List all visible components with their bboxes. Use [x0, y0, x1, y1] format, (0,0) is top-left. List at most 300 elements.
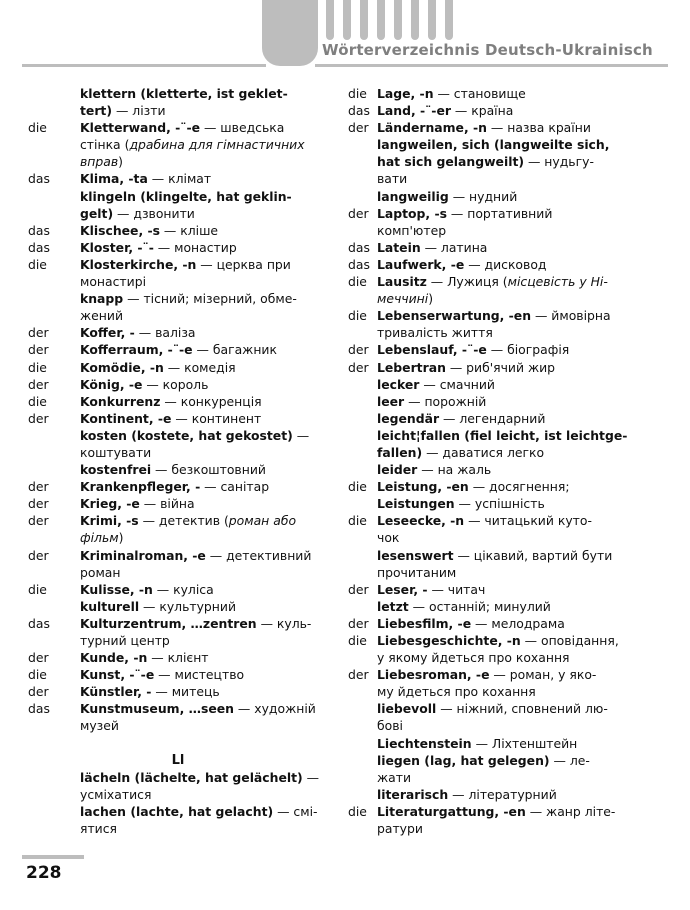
headword: Krieg, -e: [80, 496, 140, 512]
translation: — війна: [139, 496, 195, 512]
headword: Liebesgeschichte, -n: [377, 633, 521, 648]
entry-text: [80, 239, 237, 256]
entry-text: [80, 256, 291, 273]
header-stripe: [326, 0, 334, 40]
entry-text: [80, 529, 123, 546]
entry-text: [80, 119, 284, 136]
dictionary-line: [348, 581, 678, 598]
article: der: [28, 325, 49, 341]
headword: Leistungen: [377, 496, 455, 512]
footer-rule: [22, 855, 84, 859]
entry-text: [80, 341, 277, 358]
entry-text: [80, 803, 318, 820]
dictionary-line: [348, 752, 678, 769]
entry-text: [80, 683, 220, 700]
headword: leicht¦fallen (fiel leicht, ist leichtge-: [377, 427, 628, 443]
entry-text: [377, 239, 487, 256]
entry-text: [80, 136, 305, 153]
dictionary-line: [348, 239, 678, 256]
entry-text: [80, 307, 123, 324]
entry-text: [80, 393, 262, 410]
entry-text: [377, 85, 526, 102]
dictionary-line: [28, 170, 328, 187]
entry-text: [80, 205, 195, 222]
dictionary-column-right: [348, 85, 678, 837]
translation: — успішність: [454, 496, 545, 512]
entry-text: [377, 564, 456, 581]
translation: — художній: [233, 701, 316, 717]
entry-text: [377, 598, 551, 615]
note-italic: місцевість у Ні-: [507, 274, 608, 290]
entry-text: [377, 683, 536, 700]
dictionary-line: [28, 393, 328, 410]
headword: Lage, -n: [377, 86, 434, 101]
dictionary-line: [348, 85, 678, 102]
header-stripe: [360, 0, 368, 40]
dictionary-line: [28, 461, 328, 478]
dictionary-line: [28, 410, 328, 427]
entry-text: [80, 581, 214, 598]
translation: — портативний: [446, 205, 553, 221]
translation: — ніжний, сповнений лю-: [436, 701, 608, 717]
translation: — порожній: [404, 393, 487, 409]
translation: — риб'ячий жир: [445, 359, 556, 375]
dictionary-line: [348, 393, 678, 410]
entry-text: [80, 324, 196, 341]
entry-text: [377, 735, 577, 752]
article: die: [28, 359, 47, 375]
headword: Künstler, -: [80, 684, 152, 700]
translation: — дисковод: [464, 256, 547, 272]
translation: — кліше: [159, 222, 219, 238]
dictionary-column-left: [28, 85, 328, 837]
headword: Krimi, -s: [80, 513, 139, 529]
headword: Kontinent, -e: [80, 410, 172, 426]
translation: — клієнт: [147, 650, 209, 666]
entry-text: [377, 290, 433, 307]
dictionary-line: [348, 427, 678, 444]
dictionary-line: [348, 529, 678, 546]
entry-text: [80, 273, 146, 290]
translation: ратури: [377, 821, 423, 837]
dictionary-line: [28, 376, 328, 393]
translation: — церква при: [196, 256, 291, 272]
headword: Lebertran: [377, 359, 446, 375]
header-tab: [262, 0, 318, 66]
entry-text: [377, 495, 545, 512]
translation: — Ліхтенштейн: [471, 735, 578, 751]
headword: tert): [80, 103, 113, 119]
translation: —: [292, 427, 310, 443]
headword: Liebesfilm, -e: [377, 615, 472, 631]
dictionary-line: [28, 683, 328, 700]
headword: Kunde, -n: [80, 650, 148, 666]
article: der: [348, 359, 369, 375]
dictionary-line: [348, 170, 678, 187]
headword: lächeln (lächelte, hat gelächelt): [80, 769, 303, 785]
dictionary-line: [348, 700, 678, 717]
dictionary-line: [28, 359, 328, 376]
dictionary-line: [348, 632, 678, 649]
dictionary-line: [28, 615, 328, 632]
dictionary-line: [28, 649, 328, 666]
translation: жений: [80, 308, 123, 324]
article: die: [348, 86, 367, 101]
translation: му йдеться про кохання: [377, 684, 536, 700]
dictionary-line: [348, 547, 678, 564]
dictionary-line: [348, 478, 678, 495]
headword: Ländername, -n: [377, 120, 487, 136]
entry-text: [80, 547, 311, 564]
headword: kostenfrei: [80, 462, 152, 478]
dictionary-line: [348, 444, 678, 461]
article: der: [348, 667, 369, 683]
translation: — на жаль: [417, 462, 492, 478]
entry-text: [377, 341, 569, 358]
header-stripe: [394, 0, 402, 40]
translation: ): [428, 291, 434, 307]
entry-text: [80, 85, 288, 102]
note-italic: драбина для гімнастичних: [129, 137, 305, 153]
entry-text: [80, 444, 151, 461]
header-stripe: [377, 0, 385, 40]
translation: — легендарний: [439, 410, 546, 426]
article: das: [348, 239, 370, 255]
page-header-title: Wörterverzeichnis Deutsch-Ukrainisch: [322, 41, 653, 59]
header-stripe: [411, 0, 419, 40]
entry-text: [377, 119, 591, 136]
translation: — даватися легко: [422, 444, 545, 460]
translation: у якому йдеться про кохання: [377, 650, 570, 666]
article: das: [28, 222, 50, 238]
headword: Kofferraum, -¨-e: [80, 342, 193, 358]
dictionary-line: [348, 136, 678, 153]
dictionary-line: [28, 153, 328, 170]
entry-text: [80, 222, 218, 239]
article: der: [28, 479, 49, 495]
headword: klingeln (klingelte, hat geklin-: [80, 188, 292, 204]
dictionary-line: [28, 820, 328, 837]
translation: монастирі: [80, 274, 147, 290]
translation: — дзвонити: [113, 205, 195, 221]
dictionary-line: [28, 205, 328, 222]
translation: — монастир: [153, 239, 237, 255]
translation: — становище: [433, 86, 526, 101]
entry-text: [80, 290, 297, 307]
translation: — ймовірна: [531, 308, 611, 324]
entry-text: [377, 136, 609, 153]
translation: — останній; минулий: [408, 598, 551, 614]
entry-text: [377, 153, 594, 170]
translation: — шведська: [200, 120, 285, 136]
translation: — комедія: [163, 359, 236, 375]
headword: Liebesroman, -e: [377, 667, 490, 683]
article: der: [348, 615, 369, 631]
article: das: [28, 239, 50, 255]
entry-text: [377, 359, 555, 376]
translation: — смачний: [419, 376, 495, 392]
entry-text: [377, 376, 495, 393]
dictionary-line: [348, 341, 678, 358]
dictionary-line: [348, 683, 678, 700]
article: die: [348, 803, 367, 819]
entry-text: [80, 786, 151, 803]
headword: Krankenpfleger, -: [80, 479, 201, 495]
entry-text: [80, 666, 244, 683]
article: das: [348, 103, 370, 119]
dictionary-line: [28, 119, 328, 136]
dictionary-line: [348, 735, 678, 752]
dictionary-line: [28, 136, 328, 153]
article: der: [28, 496, 49, 512]
headword: Lebenslauf, -¨-e: [377, 342, 487, 358]
article: das: [28, 701, 50, 717]
translation: — нудьгу-: [524, 154, 594, 170]
translation: музей: [80, 718, 119, 734]
article: der: [348, 342, 369, 358]
translation: — санітар: [200, 479, 270, 495]
entry-text: [80, 410, 261, 427]
translation: — лізти: [112, 103, 166, 119]
translation: жати: [377, 769, 412, 785]
article: die: [28, 667, 47, 683]
entry-text: [377, 786, 557, 803]
headword: Kloster, -¨-: [80, 239, 154, 255]
translation: усміхатися: [80, 786, 152, 802]
translation: — мистецтво: [154, 667, 245, 683]
translation: — біографія: [486, 342, 570, 358]
translation: — безкоштовний: [151, 462, 266, 478]
entry-text: [377, 700, 608, 717]
entry-text: [80, 461, 266, 478]
dictionary-line: [28, 256, 328, 273]
translation: — Лужиця (: [426, 274, 508, 290]
dictionary-line: [348, 820, 678, 837]
note-italic: меччині: [377, 291, 429, 307]
entry-text: [377, 478, 570, 495]
dictionary-line: [348, 666, 678, 683]
entry-text: [377, 512, 592, 529]
headword: langweilen, sich (langweilte sich,: [377, 137, 610, 153]
header-stripe: [343, 0, 351, 40]
translation: бові: [377, 718, 403, 734]
dictionary-line: [28, 700, 328, 717]
headword: Klischee, -s: [80, 222, 160, 238]
article: die: [348, 479, 367, 495]
dictionary-line: [348, 803, 678, 820]
article: der: [28, 684, 49, 700]
dictionary-line: [28, 529, 328, 546]
headword: Leser, -: [377, 581, 428, 597]
article: die: [28, 256, 47, 272]
headword: leer: [377, 393, 405, 409]
article: die: [28, 581, 47, 597]
article: die: [28, 393, 47, 409]
article: der: [28, 547, 49, 563]
headword: Kunst, -¨-e: [80, 667, 155, 683]
dictionary-line: [348, 273, 678, 290]
dictionary-line: [348, 376, 678, 393]
header-rule-right: [315, 64, 668, 67]
translation: — літературний: [448, 786, 557, 802]
headword: klettern (kletterte, ist geklet-: [80, 86, 288, 101]
article: die: [348, 274, 367, 290]
dictionary-line: [28, 324, 328, 341]
article: der: [348, 120, 369, 136]
entry-text: [377, 717, 403, 734]
dictionary-line: [348, 324, 678, 341]
dictionary-line: [28, 666, 328, 683]
entry-text: [80, 632, 170, 649]
entry-text: [80, 153, 123, 170]
article: die: [28, 120, 47, 136]
dictionary-line: [348, 153, 678, 170]
translation: — король: [142, 376, 209, 392]
article: der: [348, 205, 369, 221]
headword: Lausitz: [377, 274, 427, 290]
dictionary-line: [28, 85, 328, 102]
headword: König, -e: [80, 376, 143, 392]
entry-text: [377, 461, 491, 478]
article: der: [28, 342, 49, 358]
entry-text: [377, 188, 517, 205]
translation: — валіза: [134, 325, 196, 341]
article: die: [348, 308, 367, 324]
dictionary-line: [28, 564, 328, 581]
entry-text: [80, 769, 319, 786]
dictionary-line: [348, 188, 678, 205]
translation: — детектив (: [138, 513, 229, 529]
translation: коштувати: [80, 444, 152, 460]
dictionary-line: [28, 427, 328, 444]
translation: — оповідання,: [520, 633, 619, 648]
entry-text: [80, 478, 269, 495]
headword: letzt: [377, 598, 409, 614]
entry-text: [80, 717, 119, 734]
headword: Liechtenstein: [377, 735, 472, 751]
entry-text: [377, 769, 411, 786]
translation: — митець: [151, 684, 220, 700]
headword: Komödie, -n: [80, 359, 164, 375]
translation: ): [118, 530, 124, 546]
dictionary-line: [348, 119, 678, 136]
article: das: [348, 256, 370, 272]
headword: Kriminalroman, -e: [80, 547, 206, 563]
translation: — культурний: [139, 598, 236, 614]
entry-text: [377, 752, 590, 769]
entry-text: [377, 307, 611, 324]
translation: прочитаним: [377, 564, 457, 580]
dictionary-line: [348, 102, 678, 119]
dictionary-line: [348, 512, 678, 529]
note-italic: фільм: [80, 530, 119, 546]
entry-text: [377, 529, 399, 546]
article: der: [28, 376, 49, 392]
headword: Land, -¨-er: [377, 103, 451, 119]
translation: — детективний: [205, 547, 312, 563]
translation: — континент: [171, 410, 262, 426]
article: das: [28, 171, 50, 187]
headword: Latein: [377, 239, 421, 255]
translation: — читач: [427, 581, 486, 597]
translation: —: [302, 769, 320, 785]
translation: — тісний; мізерний, обме-: [123, 291, 297, 307]
entry-text: [80, 649, 209, 666]
dictionary-line: [28, 290, 328, 307]
translation: тривалість життя: [377, 325, 493, 341]
headword: fallen): [377, 444, 423, 460]
article: der: [28, 410, 49, 426]
dictionary-line: [28, 307, 328, 324]
dictionary-line: [28, 341, 328, 358]
entry-text: [80, 359, 236, 376]
dictionary-line: [28, 273, 328, 290]
translation: — роман, у яко-: [489, 667, 597, 683]
entry-text: [377, 324, 493, 341]
dictionary-line: [348, 256, 678, 273]
dictionary-line: [28, 803, 328, 820]
dictionary-line: [28, 735, 328, 752]
entry-text: [80, 564, 121, 581]
dictionary-line: [28, 598, 328, 615]
translation: — куль-: [256, 615, 312, 631]
entry-text: [377, 547, 612, 564]
headword: gelt): [80, 205, 114, 221]
headword: legendär: [377, 410, 440, 426]
dictionary-line: [28, 769, 328, 786]
entry-text: [377, 222, 446, 239]
entry-text: [377, 820, 423, 837]
headword: Ll: [171, 752, 185, 768]
note-italic: роман або: [228, 513, 297, 529]
dictionary-line: [348, 307, 678, 324]
header-stripe: [428, 0, 436, 40]
entry-text: [80, 188, 292, 205]
headword: langweilig: [377, 188, 449, 204]
entry-text: [377, 632, 619, 649]
headword: Kunstmuseum, …seen: [80, 701, 234, 717]
headword: literarisch: [377, 786, 449, 802]
translation: — мелодрама: [471, 615, 565, 631]
headword: kosten (kostete, hat gekostet): [80, 427, 293, 443]
dictionary-line: [348, 615, 678, 632]
dictionary-line: [348, 786, 678, 803]
translation: — ле-: [549, 752, 590, 768]
dictionary-line: [28, 632, 328, 649]
entry-text: [377, 393, 486, 410]
entry-text: [377, 256, 546, 273]
page-number: 228: [26, 863, 62, 883]
headword: Kulturzentrum, …zentren: [80, 615, 257, 631]
dictionary-line: [28, 444, 328, 461]
entry-text: [377, 649, 570, 666]
entry-text: [80, 376, 208, 393]
entry-text: [80, 512, 296, 529]
dictionary-line: [348, 222, 678, 239]
translation: — читацький куто-: [464, 513, 592, 529]
headword: lachen (lachte, hat gelacht): [80, 803, 274, 819]
entry-text: [80, 170, 211, 187]
entry-text: [377, 666, 596, 683]
translation: чок: [377, 530, 400, 546]
entry-text: [80, 427, 309, 444]
dictionary-line: [348, 461, 678, 478]
header-rule-left: [22, 64, 266, 67]
dictionary-line: [348, 410, 678, 427]
dictionary-line: [348, 598, 678, 615]
headword: liebevoll: [377, 701, 437, 717]
translation: — нудний: [448, 188, 518, 204]
